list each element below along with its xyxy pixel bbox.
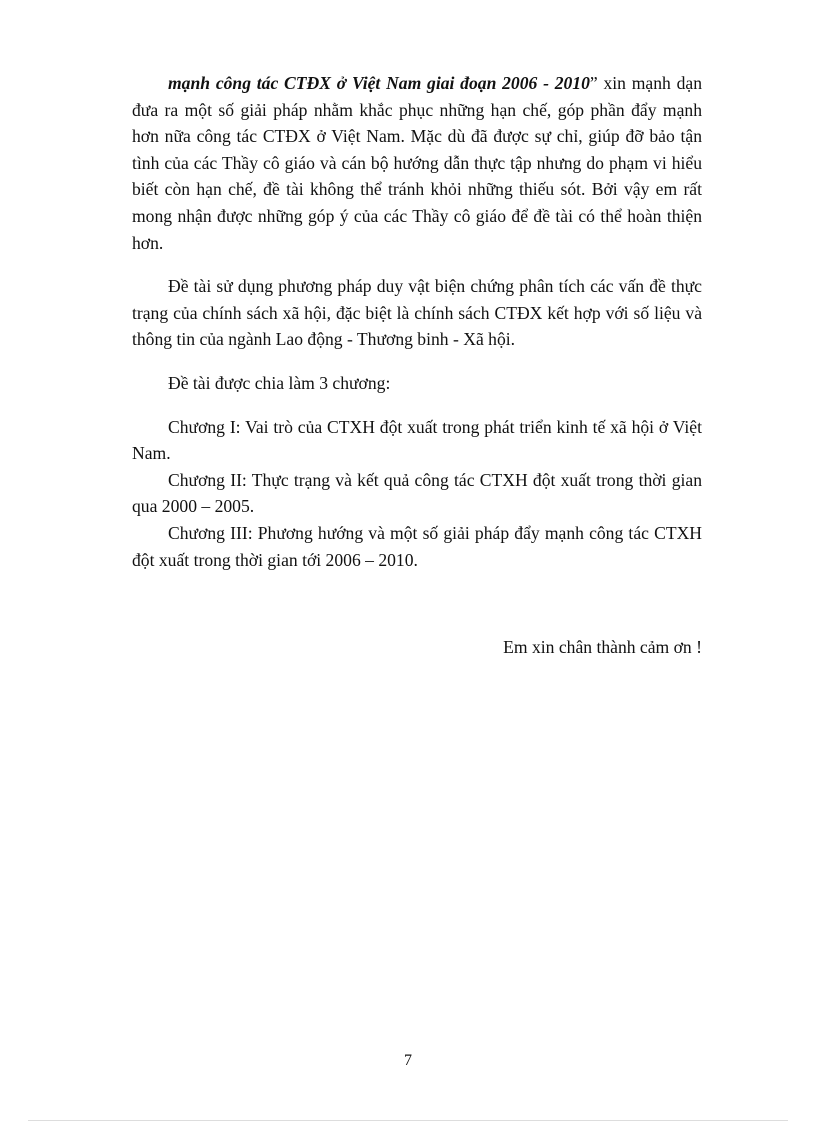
body-text (132, 70, 702, 573)
chapter-item: Chương I: Vai trò của CTXH đột xuất trong phát triển kinh tế xã hội ở Việt Nam. (132, 416, 702, 464)
intro-paragraph (132, 70, 702, 256)
structure-intro: Đề tài được chia làm 3 chương: (168, 372, 391, 393)
closing-line: Em xin chân thành cảm ơn ! (503, 637, 702, 657)
chapter-list (132, 414, 702, 574)
intro-paragraph-rest: ” xin mạnh dạn đưa ra một số giải pháp nhằm khắc phục những hạn chế, góp phần đẩy mạnh hơn nữa công tác CTĐX ở Việt Nam. Mặc dù đã được sự chỉ, giúp đỡ bảo tận tình của các Thầy cô giáo và cán bộ hướng dẫn thực tập nhưng do phạm vi hiểu biết còn hạn chế, đề tài không thể tránh khỏi những thiếu sót. Bởi vậy em rất mong nhận được những góp ý của các Thầy cô giáo để đề tài có thể hoàn thiện hơn. (132, 73, 703, 253)
bold-italic-phrase: mạnh công tác CTĐX ở Việt Nam giai đoạn 2006 - 2010 (168, 73, 590, 93)
page-number: 7 (404, 1052, 412, 1069)
chapter-item: Chương III: Phương hướng và một số giải pháp đẩy mạnh công tác CTXH đột xuất trong thời gian tới 2006 – 2010. (132, 522, 702, 570)
bottom-divider (28, 1120, 788, 1121)
method-paragraph: Đề tài sử dụng phương pháp duy vật biện chứng phân tích các vấn đề thực trạng của chính sách xã hội, đặc biệt là chính sách CTĐX kết hợp với số liệu và thông tin của ngành Lao động - Thương binh - Xã hội. (132, 276, 702, 350)
chapter-item: Chương II: Thực trạng và kết quả công tác CTXH đột xuất trong thời gian qua 2000 – 2005. (132, 469, 702, 517)
